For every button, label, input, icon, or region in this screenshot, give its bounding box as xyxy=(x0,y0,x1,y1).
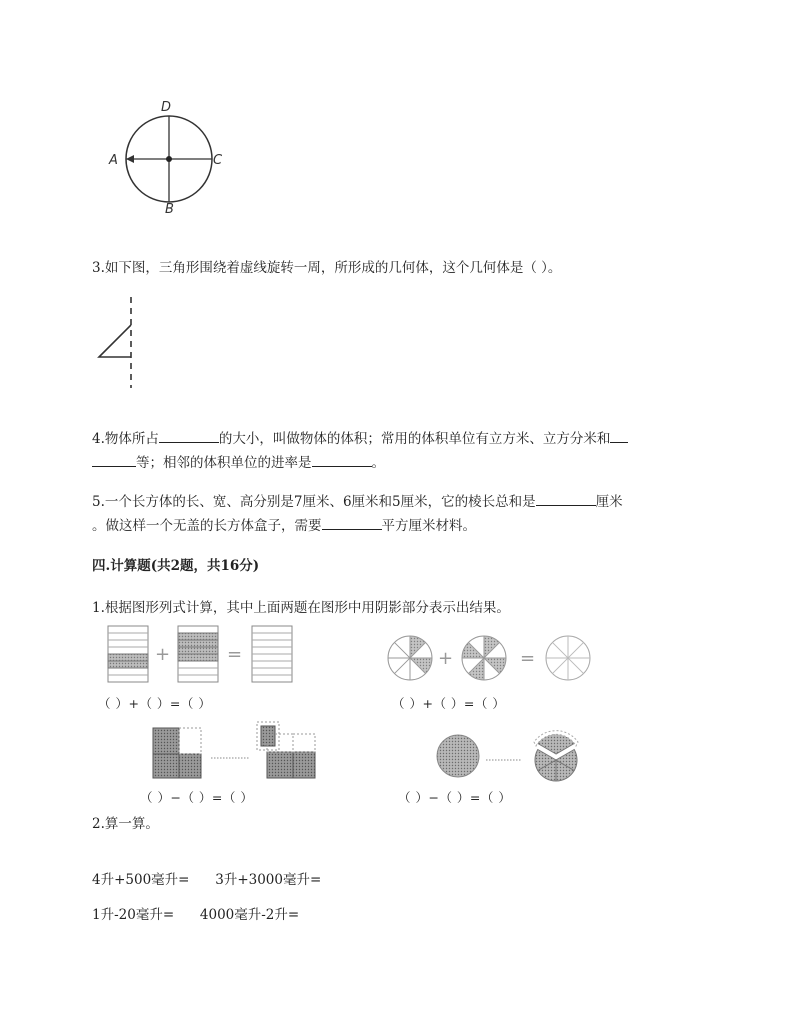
equals-sign: = xyxy=(227,644,243,665)
circle-fraction-figures xyxy=(380,628,600,688)
q5-part1: 5.一个长方体的长、宽、高分别是7厘米、6厘米和5厘米，它的棱长总和是 xyxy=(92,494,536,510)
q4-blank-2b[interactable] xyxy=(92,452,136,467)
square-b xyxy=(257,722,315,778)
q4-blank-3[interactable] xyxy=(312,452,372,467)
q4-part3: 等；相邻的体积单位的进率是 xyxy=(136,455,312,471)
formula-row-2-left: （ ）−（ ）=（ ） xyxy=(140,790,254,805)
question-4-line-1 xyxy=(92,428,628,449)
q4-part2: 的大小，叫做物体的体积；常用的体积单位有立方米、立方分米和 xyxy=(218,431,611,447)
question-5-line-2 xyxy=(92,515,476,536)
formula-row-2-right: （ ）−（ ）=（ ） xyxy=(398,790,512,805)
square-a xyxy=(153,728,201,778)
rect-result xyxy=(252,626,292,682)
rect-fraction-figures xyxy=(100,620,305,688)
plus-sign-2: + xyxy=(438,648,454,669)
calc-2-title: 2.算一算。 xyxy=(92,816,159,832)
q4-part1: 4.物体所占 xyxy=(92,431,159,447)
plus-sign: + xyxy=(155,644,171,665)
q4-part4: 。 xyxy=(371,455,385,471)
calc-1-instruction: 1.根据图形列式计算，其中上面两题在图形中用阴影部分表示出结果。 xyxy=(92,600,510,616)
cut-circle xyxy=(534,731,578,781)
formula-row-1-left: （ ）+（ ）=（ ） xyxy=(98,696,212,711)
rect-b xyxy=(178,626,218,682)
pie-result xyxy=(546,636,590,680)
label-c: C xyxy=(213,153,223,168)
q5-blank-2[interactable] xyxy=(322,515,382,530)
question-4-line-2 xyxy=(92,452,385,473)
section-4-title: 四.计算题(共2题，共16分) xyxy=(92,558,260,574)
rect-a xyxy=(108,626,148,682)
label-b: B xyxy=(165,202,174,217)
label-d: D xyxy=(161,100,172,115)
question-3: 3.如下图，三角形围绕着虚线旋转一周，所形成的几何体，这个几何体是（ ）。 xyxy=(92,260,562,276)
formula-row-1-right: （ ）+（ ）=（ ） xyxy=(392,696,506,711)
calc-2-line-2: 1升-20毫升= 4000毫升-2升= xyxy=(92,907,300,923)
question-5-line-1 xyxy=(92,491,623,512)
equals-sign-2: = xyxy=(520,648,536,669)
circle-diagram xyxy=(105,95,230,220)
q5-part4: 平方厘米材料。 xyxy=(381,518,476,534)
triangle-rotation-diagram xyxy=(95,295,145,390)
circle-subtraction-figures xyxy=(430,722,590,784)
q4-blank-1[interactable] xyxy=(159,428,219,443)
q5-part2: 厘米 xyxy=(595,494,623,510)
q5-part3: 。做这样一个无盖的长方体盒子，需要 xyxy=(92,518,322,534)
q4-blank-2a[interactable] xyxy=(610,428,628,443)
label-a: A xyxy=(109,153,118,168)
pie-b xyxy=(462,636,506,680)
square-subtraction-figures xyxy=(145,720,325,782)
q5-blank-1[interactable] xyxy=(536,491,596,506)
full-circle xyxy=(437,735,479,777)
calc-2-line-1: 4升+500毫升= 3升+3000毫升= xyxy=(92,872,322,888)
pie-a xyxy=(388,636,432,680)
